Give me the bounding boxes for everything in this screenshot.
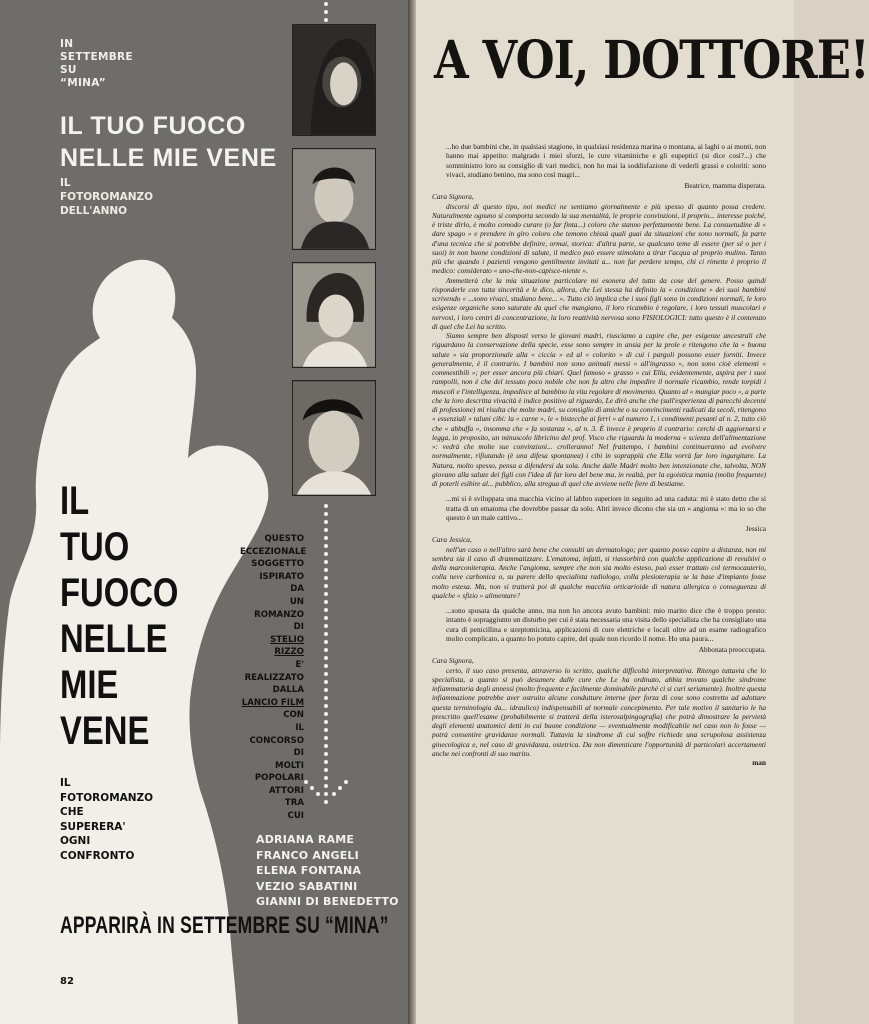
big-title-line: TUO [60, 525, 130, 569]
actors-list [256, 832, 399, 910]
description-line: CON [283, 710, 304, 721]
big-title-line: VENE [60, 709, 150, 753]
title-line: NELLE MIE VENE [60, 144, 277, 172]
description-line: REALIZZATO [244, 672, 304, 683]
description-line: CONCORSO [249, 735, 304, 746]
column-headline: A VOI, DOTTORE! [434, 30, 869, 91]
author-name: STELIO RIZZO [270, 634, 304, 658]
description-line: ISPIRATO [259, 571, 304, 582]
description-line: POPOLARI [254, 773, 304, 784]
reader-question: ...sono sposata da qualche anno, ma non ho ancora avuto bambini: mio marito dice che è troppo presto: intanto è sopraggiunto un disturbo per cui è stata necessaria una visita dello specialista che ha consigliato una cura di penicillina e streptomicina, applicazioni di cure elettriche e locali oltre ad un esame radiografico molto complicato, a quanto ho potuto capire, del quale non ricordo il nome. Ho una paura... [446, 606, 766, 643]
reader-signature: Jessica [745, 524, 766, 533]
page-gutter [408, 0, 416, 1024]
salutation: Cara Jessica, [432, 535, 472, 545]
description-line: DA [290, 584, 304, 595]
tagline-line: IL [60, 777, 71, 789]
reader-question: ...ho due bambini che, in qualsiasi stagione, in qualsiasi residenza marina o montana, ai laghi o ai monti, non hanno mai appetito: malgrado i miei sforzi, le cure vitaminiche e gli eupeptici (si dice così?...) che somministro loro su consiglio di vari medici, non ho mai la soddisfazione di vederli grassi e coloriti: sono vivaci, studiano benino, ma sono così magri... [446, 142, 766, 179]
actor-name: VEZIO SABATINI [256, 879, 358, 893]
reader-question: ...mi si è sviluppata una macchia vicino al labbro superiore in seguito ad una caduta: mi è stato detto che si tratta di un ematoma che dovrebbe passar da solo. Altri invece dicono che sia un « angioma »: ma io so che questo è un male cattivo... [446, 494, 766, 522]
description-line: MOLTI [275, 760, 304, 771]
big-title-line: IL [60, 479, 90, 523]
reader-signature: Abbonata preoccupata. [698, 645, 766, 654]
description-line: E' [295, 659, 304, 670]
doctor-answer-paragraph: nell'un caso o nell'altro sarà bene che consulti un dermatologo; per quanto posso capire a distanza, non mi sembra sia il caso di drammatizzare. L'ematoma, infatti, si riassorbirà con qualche applicazione di revulsivi o della marconiterapia. Anche l'angioma, sempre che non sia molto esteso, può esser trattato col termocauterio, colla neve carbonica o, su parere dello specialista radiologo, colla plesioterapia se la base d'impianto fosse molto estesa. Ma, non si tratterà poi di qualche macchia orticarioide di natura allergica o conseguenza di qualche « sfizio » alimentare? [432, 544, 766, 600]
salutation: Cara Signora, [432, 656, 474, 666]
title-line: IL TUO FUOCO [60, 112, 246, 140]
description-line: ATTORI [268, 785, 304, 796]
production-company: LANCIO FILM [241, 697, 304, 708]
description-line: TRA [284, 798, 304, 809]
notice-line: “MINA” [60, 77, 106, 89]
actor-name: FRANCO ANGELI [256, 848, 359, 862]
big-title-line: MIE [60, 663, 119, 707]
actor-name: GIANNI DI BENEDETTO [256, 895, 399, 908]
tagline-line: FOTOROMANZO [60, 791, 154, 804]
description-line: UN [289, 596, 304, 607]
description-line: CUI [287, 811, 304, 822]
tagline-line: OGNI [60, 835, 91, 847]
doctor-answer-paragraph: Siamo sempre ben disposti verso le giovani madri, riusciamo a capire che, per esigenze ancestrali che riguardano la conservazione della specie, esse sono sempre in ansia per la prole e ritengono che la « buona salute » sia proporzionale alla « ciccia » ed al « colorito » di cui i pargoli possono esser forniti. Invece generalmente, è il contrario. I bambini non sono animali messi « all'ingrasso », non sono cioè elementi « commestibili »; per esser ancora più chiari. Quel famoso « grasso » cui Ella, evidentemente, aspira per i suoi rampolli, non è che del tessuto poco nobile che non fa altro che impedire il normale ricambio, rende torpidi i muscoli e l'intelligenza, impedisce al bambino la vita regolare di movimento. Quanto al « mangiar poco », a parte che la loro descritta vivacità è indice positivo al riguardo, Le dirò anche che (sull'esperienza di parecchi decenni di professione) mi risulta che molte madri, su consiglio di amiche o su convincimenti radicati da secoli, ritengono « essenziali » taluni cibi: la « carne », le « bistecche ai ferri » al numero 1, i condimenti pesanti al n. 2, tutto ciò che « abbuffa », insomma che « fa sostanza », al n. 3. È invece è proprio il contrario: cerchi di aggiornarsi e legga, in proposito, un minuscolo libricino del prof. Visco che riguarda la moderna « scienza dell'alimentazione »: vedrà che molte sue convinzioni... crolleranno! Nel frattempo, i bambini continueranno ad evolvere normalmente, rifiutando (è una difesa spontanea) i cibi in soprappiù che Ella vorrà far loro ingurgitare. La Natura, molto spesso, pensa a difendersi da sola. Anche dalle Madri molto ben intenzionate che, talvolta, NON giovano alla salute dei figli con l'idea di far loro del bene ma, in realtà, per la egoistica mania (molto frequente) di poterli esibire al... pubblico, alla stregua di quel che avviene nelle fiere di bestiame. [432, 331, 766, 488]
doctor-answer-paragraph: Ammetterà che la mia situazione particolare mi esonera del tutto da cose del genere. Posso quindi risponderle con tutta sincerità e le dico, allora, che Lei stessa ha definito la « condizione » dei suoi bambini scrivendo « ...sono vivaci, studiano bene... ». Tutto ciò implica che i suoi figli sono in condizioni normali, le loro esigenze organiche sono saturate da quel che mangiano, il loro ricambio è regolare, i loro tessuti muscolari e nervosi, i loro centri di concentrazione, la loro reattività nervosa sono FISIOLOGICI: tutto questo è il contenuto di quel che Lei ha scritto. [432, 275, 766, 331]
page-number: 82 [60, 976, 74, 987]
subtitle-line: FOTOROMANZO [60, 191, 154, 203]
left-page-advert [0, 0, 408, 1024]
notice-line: SU [60, 64, 77, 76]
description-line: ROMANZO [254, 609, 304, 620]
serial-title [60, 110, 277, 174]
big-title-line: NELLE [60, 617, 168, 661]
actor-name: ELENA FONTANA [256, 864, 362, 877]
letters-column [432, 140, 766, 767]
description-line: IL [295, 722, 304, 733]
tagline-line: SUPERERA' [60, 820, 126, 833]
big-title [60, 478, 178, 754]
tagline-line: CONFRONTO [60, 849, 135, 862]
subtitle [60, 176, 153, 218]
reader-signature: Beatrice, mamma disperata. [684, 181, 766, 190]
tagline-line: CHE [60, 806, 84, 818]
salutation: Cara Signora, [432, 192, 474, 202]
notice-line: IN [60, 38, 74, 50]
actor-name: ADRIANA RAME [256, 833, 355, 846]
release-banner: APPARIRÀ IN SETTEMBRE SU “MINA” [60, 912, 389, 939]
description-line: DALLA [272, 685, 304, 696]
description-line: DI [293, 748, 304, 759]
top-notice [60, 38, 133, 90]
subtitle-line: IL [60, 177, 71, 189]
notice-line: SETTEMBRE [60, 51, 133, 63]
doctor-answer-paragraph: certo, il suo caso presenta, attraverso lo scritto, qualche difficoltà interpretativa. Ritengo tuttavia che lo specialista, a quanto si può desumere dalle cure che Le ha ordinato, abbia trovato qualche sindrome infiammatoria degli annessi (molto frequente e facilmente dominabile purché ci si curi seriamente). Inoltre questa infiammazione potrebbe aver ostruito alcune condutture interne (per forza di cose sono costretto ad adottare questa terminologia da... idraulico) indispensabili al normale concepimento. Per tale motivo il sanitario le ha prescritto quell'esame (probabilmente si tratterà della isterosalpingografia) che potrà dimostrare la pervietà degli elementi anatomici detti in cui buone condizione — eventualmente modificabile nel caso non lo fosse — potrà consentire gravidanze normali. Tuttavia la sindrome di cui soffre richiede una scrupolosa assistenza ginecologica e, nel caso di gravidanza, ostetrica. Da non dimenticare l'opportunità di particolari accertamenti anche nei confronti di suo marito. [432, 665, 766, 758]
description-line: ECCEZIONALE [240, 546, 307, 557]
fotoromanzo-tagline [60, 776, 153, 863]
doctor-answer-paragraph: discorsi di questo tipo, noi medici ne sentiamo giornalmente e più spesso di quanto possa credere. Naturalmente ognuno si comporta secondo la sua mentalità, le proprie convinzioni, il proprio... interesse poiché, è triste dirlo, è molto comodo curare (o far finta...) coloro che stanno perfettamente bene. La consuetudine di « dare spago » e prendere in giro coloro che temono chissà quali guai da situazioni che sono normali, fa parte d'una tecnica che si potrebbe definire, ormai, storica: d'altra parte, se qualcuno teme di essere (per sé o per i suoi) in non buone condizioni di salute, il medico può essere stimolato a tirar l'acqua al proprio mulino. Tanto più che quando i pazienti vengono gentilmente invitati a... non far perdere tempo, chi ci rimette è proprio il medico: considerato « uno-che-non-capisce-niente ». [432, 201, 766, 276]
author-initials: man [752, 758, 766, 767]
description-block [240, 533, 307, 823]
description-line: SOGGETTO [251, 559, 304, 570]
description-line: QUESTO [264, 534, 304, 544]
subtitle-line: DELL'ANNO [60, 205, 128, 217]
description-line: DI [293, 622, 304, 633]
big-title-line: FUOCO [60, 571, 179, 615]
dotted-line-decoration [300, 0, 360, 820]
